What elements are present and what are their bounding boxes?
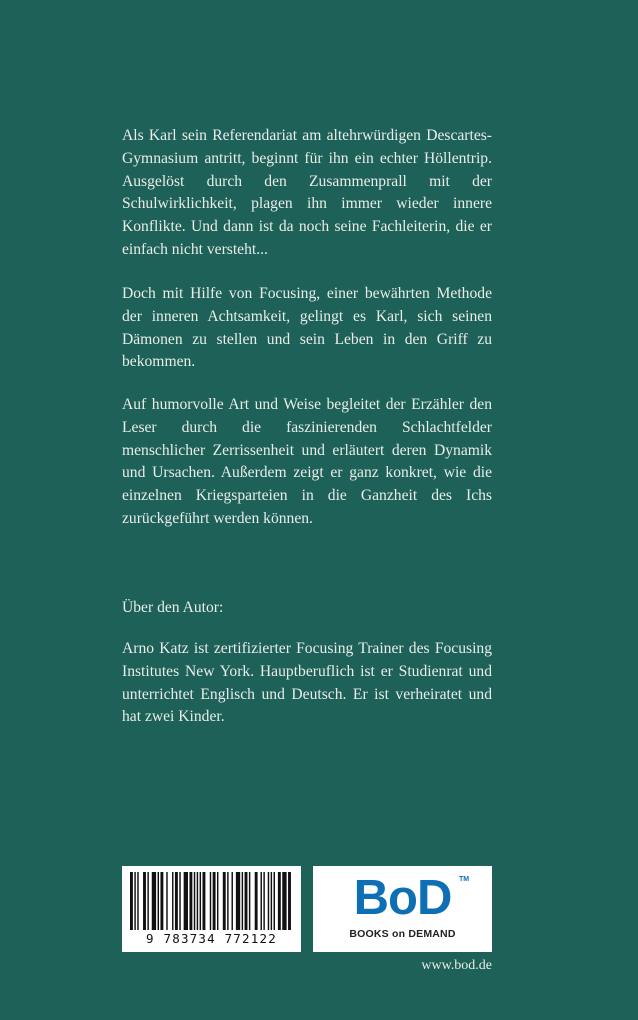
author-bio: Arno Katz ist zertifizierter Focusing Trainer des Focusing Institutes New York. Hauptberuflich ist er Studienrat und unterrichtet Englisch und Deutsch. Er ist verheiratet und hat zwei Kinder. (122, 640, 492, 726)
blurb-paragraph-3: Auf humorvolle Art und Weise begleitet der Erzähler den Leser durch die faszinierenden Schlachtfelder menschlicher Zerrissenheit und erläutert deren Dynamik und Ursachen. Außerdem zeigt er ganz konkret, wie die einzelnen Kriegsparteien in die Ganzheit des Ichs zurückgeführt werden können. (122, 396, 492, 527)
author-heading: Über den Autor: (122, 599, 224, 616)
isbn-number: 9 783734 772122 (146, 931, 277, 946)
bod-logo-text: BoD (353, 871, 452, 925)
blurb-paragraph-1: Als Karl sein Referendariat am altehrwürdigen Descartes-Gymnasium antritt, beginnt für ihn ein echter Höllentrip. Ausgelöst durch den Zusammenprall mit der Schulwirklichkeit, plagen ihn immer wieder innere Konflikte. Und dann ist da noch seine Fachleiterin, die er einfach nicht versteht... (122, 127, 492, 258)
publisher-website[interactable]: www.bod.de (421, 958, 492, 973)
publisher-logo (313, 866, 492, 952)
blurb-paragraph-2: Doch mit Hilfe von Focusing, einer bewährten Methode der inneren Achtsamkeit, gelingt es Karl, sich seinen Dämonen zu stellen und sein Leben in den Griff zu bekommen. (122, 285, 492, 371)
trademark-mark: TM (459, 876, 470, 883)
publisher-tagline: BOOKS on DEMAND (349, 928, 456, 940)
barcode-bars (130, 872, 293, 930)
barcode (122, 866, 301, 952)
